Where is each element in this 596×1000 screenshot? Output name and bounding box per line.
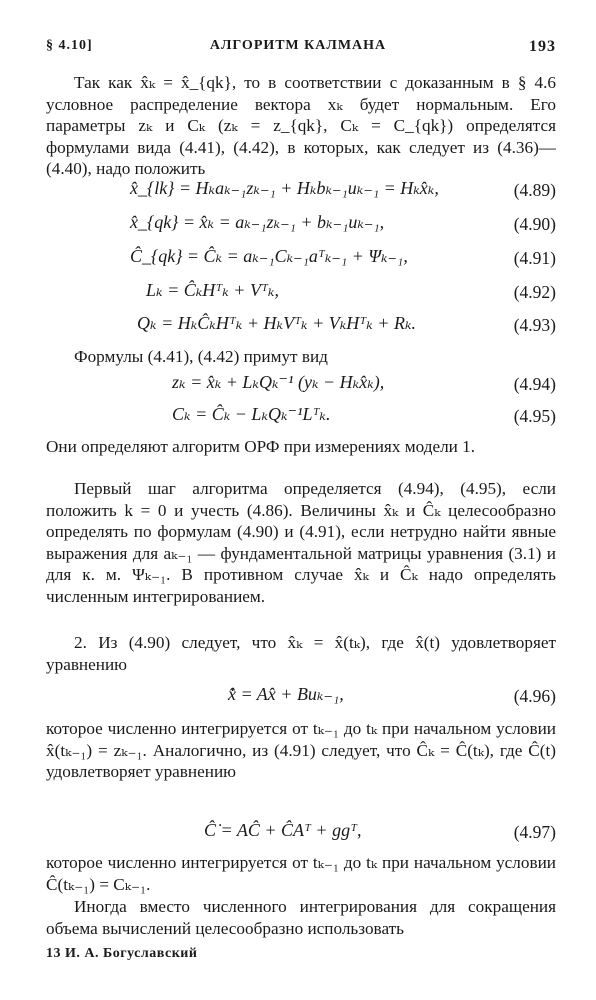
equation-4-91: Ĉ_{qk} = Ĉₖ = aₖ₋₁Cₖ₋₁aᵀₖ₋₁ + Ψₖ₋₁, — [130, 246, 408, 266]
equation-number-4-90: (4.90) — [513, 214, 556, 234]
paragraph-8: Иногда вместо численного интегрирования для сокращения объема вычислений целесообразно использовать — [46, 897, 556, 938]
paragraph-5: 2. Из (4.90) следует, что x̂ₖ = x̂(tₖ), где x̂(t) удовлетворяет уравнению — [46, 633, 556, 674]
equation-4-90: x̂_{qk} = x̂ₖ = aₖ₋₁zₖ₋₁ + bₖ₋₁uₖ₋₁, — [130, 212, 385, 232]
equation-number-4-93: (4.93) — [513, 315, 556, 335]
equation-4-95: Cₖ = Ĉₖ − LₖQₖ⁻¹Lᵀₖ. — [172, 404, 331, 424]
equation-number-4-92: (4.92) — [513, 282, 556, 302]
equation-4-96: x̂̇ = Ax̂ + Buₖ₋₁, — [228, 684, 344, 704]
paragraph-3: Они определяют алгоритм ОРФ при измерениях модели 1. — [46, 437, 476, 456]
printer-signature: 13 И. А. Богуславский — [46, 946, 198, 961]
equation-4-93: Qₖ = HₖĈₖHᵀₖ + HₖVᵀₖ + VₖHᵀₖ + Rₖ. — [137, 313, 417, 333]
paragraph-1: Так как x̂ₖ = x̂_{qk}, то в соответствии с доказанным в § 4.6 условное распределение вектора xₖ будет нормальным. Его параметры zₖ и Cₖ (zₖ = z_{qk}, Cₖ = C_{qk}) определятся формулами вида (4.41), (4.42), в которых, как следует из (4.36)—(4.40), надо положить — [46, 73, 556, 179]
section-label: § 4.10] — [46, 38, 93, 53]
paragraph-7: которое численно интегрируется от tₖ₋₁ до tₖ при начальном условии Ĉ(tₖ₋₁) = Cₖ₋₁. — [46, 853, 556, 894]
running-title: АЛГОРИТМ КАЛМАНА — [209, 38, 387, 53]
paragraph-6: которое численно интегрируется от tₖ₋₁ до tₖ при начальном условии x̂(tₖ₋₁) = zₖ₋₁. Аналогично, из (4.91) следует, что Ĉₖ = Ĉ(tₖ), где Ĉ(t) удовлетворяет уравнению — [46, 719, 556, 782]
equation-number-4-97: (4.97) — [513, 822, 556, 842]
equation-4-94: zₖ = x̂ₖ + LₖQₖ⁻¹ (yₖ − Hₖx̂ₖ), — [172, 372, 385, 392]
equation-4-89: x̂_{lk} = Hₖaₖ₋₁zₖ₋₁ + Hₖbₖ₋₁uₖ₋₁ = Hₖx̂ₖ, — [130, 178, 439, 198]
equation-4-97: Ĉ̇ = AĈ + ĈAᵀ + ggᵀ, — [204, 820, 362, 840]
paragraph-2: Формулы (4.41), (4.42) примут вид — [74, 347, 328, 366]
equation-number-4-96: (4.96) — [513, 686, 556, 706]
equation-number-4-91: (4.91) — [513, 248, 556, 268]
page-number: 193 — [529, 38, 556, 55]
paragraph-4: Первый шаг алгоритма определяется (4.94), (4.95), если положить k = 0 и учесть (4.86). Величины x̂ₖ и Ĉₖ целесообразно определять по формулам (4.90) и (4.91), если нетрудно найти явные выражения для aₖ₋₁ — фундаментальной матрицы уравнения (3.1) и для к. м. Ψₖ₋₁. В противном случае x̂ₖ и Ĉₖ надо определять численным интегрированием. — [46, 479, 556, 606]
equation-number-4-89: (4.89) — [513, 180, 556, 200]
equation-number-4-94: (4.94) — [513, 374, 556, 394]
equation-4-92: Lₖ = ĈₖHᵀₖ + Vᵀₖ, — [146, 280, 279, 300]
equation-number-4-95: (4.95) — [513, 406, 556, 426]
